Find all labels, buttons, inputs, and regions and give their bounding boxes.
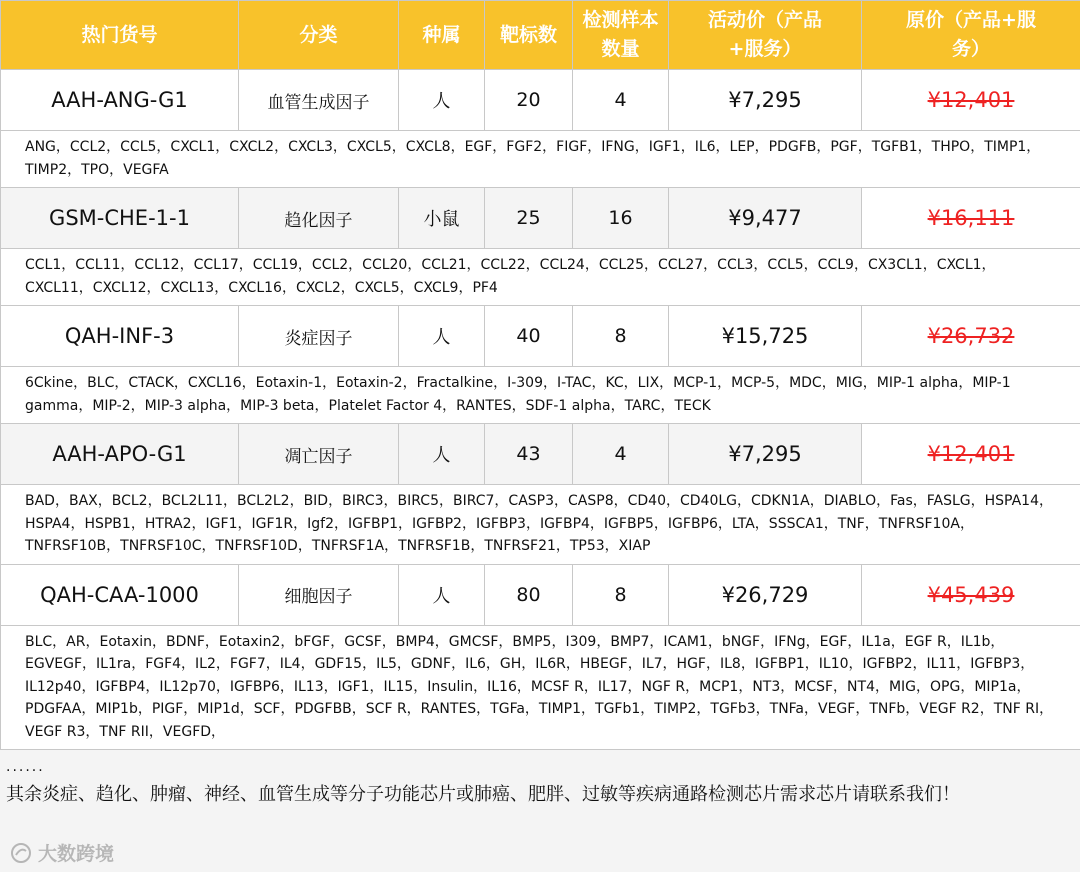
product-species: 人 [399, 424, 485, 485]
marker-row [1, 131, 1080, 188]
product-code: QAH-CAA-1000 [1, 564, 239, 625]
product-code: GSM-CHE-1-1 [1, 188, 239, 249]
header-targets: 靶标数 [485, 1, 573, 70]
table-row [1, 70, 1080, 131]
product-sale-price: ¥9,477 [669, 188, 862, 249]
header-row [1, 1, 1080, 70]
product-category: 趋化因子 [239, 188, 399, 249]
marker-row [1, 367, 1080, 424]
product-original-price: ¥26,732 [862, 306, 1080, 367]
marker-row [1, 625, 1080, 750]
product-sale-price: ¥15,725 [669, 306, 862, 367]
marker-list: 6Ckine，BLC，CTACK，CXCL16，Eotaxin-1，Eotaxin-2，Fractalkine，I-309，I-TAC，KC，LIX，MCP-1，MCP-5，MDC，MIG，MIP-1 alpha，MIP-1 gamma，MIP-2，MIP-3 alpha，MIP-3 beta，Platelet Factor 4，RANTES，SDF-1 alpha，TARC，TECK [1, 367, 1080, 424]
header-code: 热门货号 [1, 1, 239, 70]
ellipsis: ...... [6, 759, 45, 775]
table-row [1, 564, 1080, 625]
product-sale-price: ¥7,295 [669, 70, 862, 131]
header-category: 分类 [239, 1, 399, 70]
product-category: 炎症因子 [239, 306, 399, 367]
watermark [10, 839, 114, 866]
table-row [1, 424, 1080, 485]
product-original-price: ¥12,401 [862, 424, 1080, 485]
product-targets: 43 [485, 424, 573, 485]
product-samples: 16 [573, 188, 669, 249]
product-samples: 8 [573, 564, 669, 625]
product-species: 小鼠 [399, 188, 485, 249]
marker-list: BAD，BAX，BCL2，BCL2L11，BCL2L2，BID，BIRC3，BIRC5，BIRC7，CASP3，CASP8，CD40，CD40LG，CDKN1A，DIABLO，Fas，FASLG，HSPA14，HSPA4，HSPB1，HTRA2，IGF1，IGF1R，Igf2，IGFBP1，IGFBP2，IGFBP3，IGFBP4，IGFBP5，IGFBP6，LTA，SSSCA1，TNF，TNFRSF10A，TNFRSF10B，TNFRSF10C，TNFRSF10D，TNFRSF1A，TNFRSF1B，TNFRSF21，TP53，XIAP [1, 485, 1080, 565]
product-sale-price: ¥7,295 [669, 424, 862, 485]
product-category: 凋亡因子 [239, 424, 399, 485]
product-samples: 4 [573, 424, 669, 485]
product-targets: 40 [485, 306, 573, 367]
product-original-price: ¥16,111 [862, 188, 1080, 249]
product-targets: 20 [485, 70, 573, 131]
product-targets: 25 [485, 188, 573, 249]
product-species: 人 [399, 306, 485, 367]
product-original-price: ¥45,439 [862, 564, 1080, 625]
footer-section [0, 750, 1080, 809]
product-code: AAH-APO-G1 [1, 424, 239, 485]
product-species: 人 [399, 564, 485, 625]
table-row [1, 306, 1080, 367]
marker-row [1, 249, 1080, 306]
product-original-price: ¥12,401 [862, 70, 1080, 131]
product-code: AAH-ANG-G1 [1, 70, 239, 131]
marker-list: BLC，AR，Eotaxin，BDNF，Eotaxin2，bFGF，GCSF，BMP4，GMCSF，BMP5，I309，BMP7，ICAM1，bNGF，IFNg，EGF，IL1a，EGF R，IL1b，EGVEGF，IL1ra，FGF4，IL2，FGF7，IL4，GDF15，IL5，GDNF，IL6，GH，IL6R，HBEGF，IL7，HGF，IL8，IGFBP1，IL10，IGFBP2，IL11，IGFBP3，IL12p40，IGFBP4，IL12p70，IGFBP6，IL13，IGF1，IL15，Insulin，IL16，MCSF R，IL17，NGF R，MCP1，NT3，MCSF，NT4，MIG，OPG，MIP1a，PDGFAA，MIP1b，PIGF，MIP1d，SCF，PDGFBB，SCF R，RANTES，TGFa，TIMP1，TGFb1，TIMP2，TGFb3，TNFa，VEGF，TNFb，VEGF R2，TNF RI，VEGF R3，TNF RII，VEGFD， [1, 625, 1080, 750]
product-code: QAH-INF-3 [1, 306, 239, 367]
watermark-logo-icon [10, 842, 32, 864]
table-row [1, 188, 1080, 249]
product-samples: 4 [573, 70, 669, 131]
header-samples: 检测样本数量 [573, 1, 669, 70]
product-samples: 8 [573, 306, 669, 367]
product-species: 人 [399, 70, 485, 131]
product-category: 细胞因子 [239, 564, 399, 625]
watermark-text: 大数跨境 [38, 843, 115, 865]
product-category: 血管生成因子 [239, 70, 399, 131]
header-original-price: 原价（产品+服务） [862, 1, 1080, 70]
product-targets: 80 [485, 564, 573, 625]
header-sale-price: 活动价（产品+服务） [669, 1, 862, 70]
contact-note: 其余炎症、趋化、肿瘤、神经、血管生成等分子功能芯片或肺癌、肥胖、过敏等疾病通路检测芯片需求芯片请联系我们！ [6, 784, 960, 805]
product-sale-price: ¥26,729 [669, 564, 862, 625]
marker-row [1, 485, 1080, 565]
header-species: 种属 [399, 1, 485, 70]
marker-list: CCL1，CCL11，CCL12，CCL17，CCL19，CCL2，CCL20，CCL21，CCL22，CCL24，CCL25，CCL27，CCL3，CCL5，CCL9，CX3CL1，CXCL1，CXCL11，CXCL12，CXCL13，CXCL16，CXCL2，CXCL5，CXCL9，PF4 [1, 249, 1080, 306]
marker-list: ANG，CCL2，CCL5，CXCL1，CXCL2，CXCL3，CXCL5，CXCL8，EGF，FGF2，FIGF，IFNG，IGF1，IL6，LEP，PDGFB，PGF，TGFB1，THPO，TIMP1，TIMP2，TPO，VEGFA [1, 131, 1080, 188]
